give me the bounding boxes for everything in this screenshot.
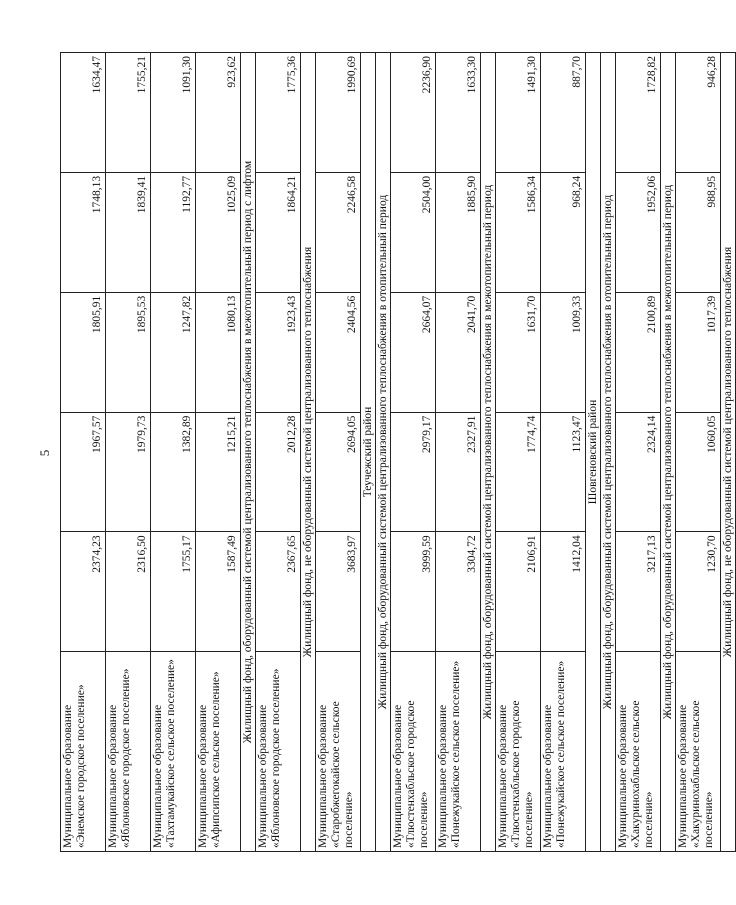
value-cell: 1805,91	[61, 292, 106, 412]
value-cell: 1080,13	[196, 292, 241, 412]
value-cell: 1990,69	[316, 53, 361, 173]
value-cell: 1634,47	[61, 53, 106, 173]
municipality-name-cell: Муниципальное образование «Тахтамукайское сельское поселение»	[151, 652, 196, 852]
municipality-name-cell: Муниципальное образование «Тлюстенхабльское городское поселение»	[391, 652, 436, 852]
value-cell: 2236,90	[391, 53, 436, 173]
value-cell: 1775,36	[256, 53, 301, 173]
value-cell: 1091,30	[151, 53, 196, 173]
value-cell: 1382,89	[151, 412, 196, 532]
value-cell: 1895,53	[106, 292, 151, 412]
value-cell: 1923,43	[256, 292, 301, 412]
section-header-cell: Жилищный фонд, оборудованный системой централизованного теплоснабжения в отопительный период	[601, 53, 616, 852]
value-cell: 1748,13	[61, 172, 106, 292]
section-header-row	[481, 53, 496, 852]
value-cell: 1864,21	[256, 172, 301, 292]
rotated-table-container	[60, 52, 734, 852]
page-number: 5	[37, 449, 52, 457]
table-row	[61, 53, 106, 852]
value-cell: 1230,70	[676, 532, 721, 652]
value-cell: 2100,89	[616, 292, 661, 412]
value-cell: 1123,47	[541, 412, 586, 532]
value-cell: 2664,07	[391, 292, 436, 412]
value-cell: 1009,33	[541, 292, 586, 412]
value-cell: 2504,00	[391, 172, 436, 292]
value-cell: 1774,74	[496, 412, 541, 532]
section-header-row	[361, 53, 376, 852]
value-cell: 2404,56	[316, 292, 361, 412]
value-cell: 1412,04	[541, 532, 586, 652]
section-header-cell: Жилищный фонд, оборудованный системой централизованного теплоснабжения в межотопительный период с лифтом	[241, 53, 256, 852]
value-cell: 3999,59	[391, 532, 436, 652]
section-header-cell: Теучежский район	[361, 53, 376, 852]
value-cell: 3683,97	[316, 532, 361, 652]
tariff-table	[60, 52, 736, 852]
value-cell: 1755,21	[106, 53, 151, 173]
section-header-row	[721, 53, 736, 852]
value-cell: 1017,39	[676, 292, 721, 412]
value-cell: 2246,58	[316, 172, 361, 292]
table-row	[541, 53, 586, 852]
value-cell: 1979,73	[106, 412, 151, 532]
value-cell: 2106,91	[496, 532, 541, 652]
value-cell: 946,28	[676, 53, 721, 173]
value-cell: 1215,21	[196, 412, 241, 532]
value-cell: 1060,05	[676, 412, 721, 532]
value-cell: 3304,72	[436, 532, 481, 652]
table-row	[676, 53, 721, 852]
value-cell: 2324,14	[616, 412, 661, 532]
table-row	[106, 53, 151, 852]
value-cell: 1192,77	[151, 172, 196, 292]
municipality-name-cell: Муниципальное образование «Тлюстенхабльское городское поселение»	[496, 652, 541, 852]
table-row	[256, 53, 301, 852]
value-cell: 968,24	[541, 172, 586, 292]
table-row	[391, 53, 436, 852]
table-row	[196, 53, 241, 852]
value-cell: 2979,17	[391, 412, 436, 532]
tariff-table-body	[61, 53, 736, 852]
value-cell: 2316,50	[106, 532, 151, 652]
value-cell: 1586,34	[496, 172, 541, 292]
value-cell: 2374,23	[61, 532, 106, 652]
value-cell: 3217,13	[616, 532, 661, 652]
section-header-cell: Шовгеновский район	[586, 53, 601, 852]
municipality-name-cell: Муниципальное образование «Энемское городское поселение»	[61, 652, 106, 852]
section-header-row	[301, 53, 316, 852]
value-cell: 1952,06	[616, 172, 661, 292]
value-cell: 2327,91	[436, 412, 481, 532]
municipality-name-cell: Муниципальное образование «Понежукайское сельское поселение»	[436, 652, 481, 852]
municipality-name-cell: Муниципальное образование «Яблоновское городское поселение»	[256, 652, 301, 852]
section-header-row	[601, 53, 616, 852]
value-cell: 1247,82	[151, 292, 196, 412]
table-row	[436, 53, 481, 852]
value-cell: 1967,57	[61, 412, 106, 532]
value-cell: 1885,90	[436, 172, 481, 292]
value-cell: 1633,30	[436, 53, 481, 173]
municipality-name-cell: Муниципальное образование «Хакуринохабльское сельское поселение»	[676, 652, 721, 852]
value-cell: 1839,41	[106, 172, 151, 292]
table-row	[496, 53, 541, 852]
municipality-name-cell: Муниципальное образование «Понежукайское сельское поселение»	[541, 652, 586, 852]
section-header-row	[661, 53, 676, 852]
section-header-cell: Жилищный фонд, не оборудованный системой централизованного теплоснабжения	[721, 53, 736, 852]
value-cell: 1631,70	[496, 292, 541, 412]
value-cell: 1728,82	[616, 53, 661, 173]
value-cell: 887,70	[541, 53, 586, 173]
section-header-cell: Жилищный фонд, оборудованный системой централизованного теплоснабжения в межотопительный период	[481, 53, 496, 852]
section-header-row	[241, 53, 256, 852]
municipality-name-cell: Муниципальное образование «Старобжегокайское сельское поселение»	[316, 652, 361, 852]
section-header-cell: Жилищный фонд, оборудованный системой централизованного теплоснабжения в отопительный период	[376, 53, 391, 852]
section-header-cell: Жилищный фонд, не оборудованный системой централизованного теплоснабжения	[301, 53, 316, 852]
municipality-name-cell: Муниципальное образование «Афипсипское сельское поселение»	[196, 652, 241, 852]
value-cell: 988,95	[676, 172, 721, 292]
value-cell: 1587,49	[196, 532, 241, 652]
value-cell: 1755,17	[151, 532, 196, 652]
value-cell: 923,62	[196, 53, 241, 173]
value-cell: 2012,28	[256, 412, 301, 532]
value-cell: 1025,09	[196, 172, 241, 292]
section-header-cell: Жилищный фонд, оборудованный системой централизованного теплоснабжения в межотопительный период	[661, 53, 676, 852]
municipality-name-cell: Муниципальное образование «Хакуринохабльское сельское поселение»	[616, 652, 661, 852]
value-cell: 2041,70	[436, 292, 481, 412]
municipality-name-cell: Муниципальное образование «Яблоновское городское поселение»	[106, 652, 151, 852]
table-row	[316, 53, 361, 852]
value-cell: 2694,05	[316, 412, 361, 532]
section-header-row	[376, 53, 391, 852]
value-cell: 1491,30	[496, 53, 541, 173]
table-row	[616, 53, 661, 852]
table-row	[151, 53, 196, 852]
value-cell: 2367,65	[256, 532, 301, 652]
section-header-row	[586, 53, 601, 852]
